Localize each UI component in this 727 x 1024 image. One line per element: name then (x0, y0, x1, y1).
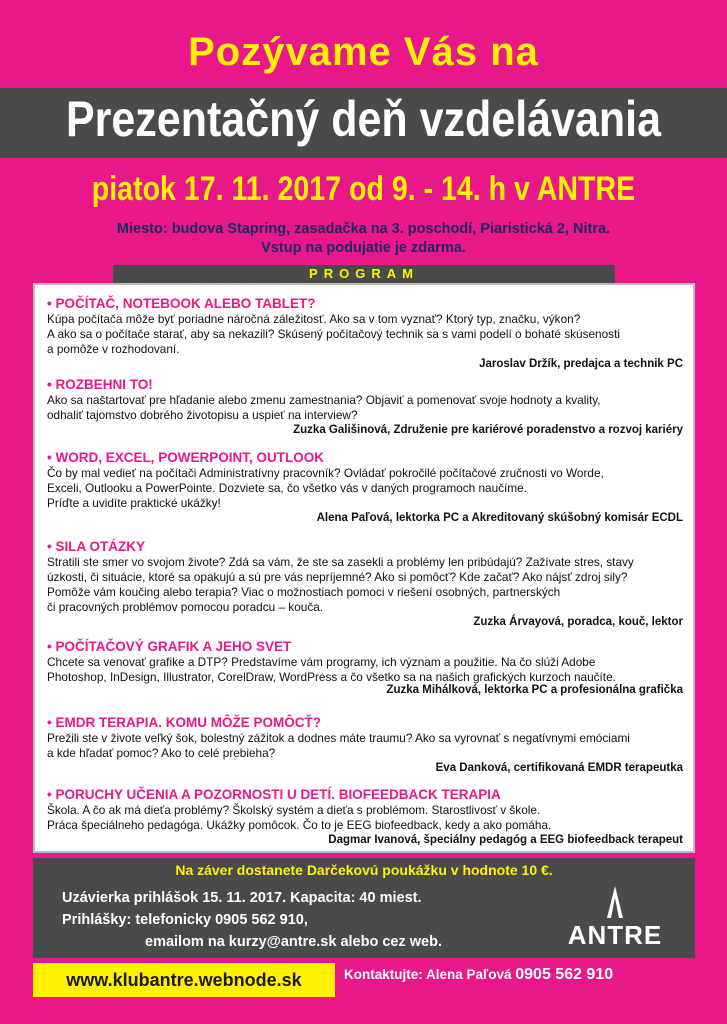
gift-voucher-note: Na záver dostanete Darčekovú poukážku v hodnote 10 €. (175, 862, 553, 878)
event-date: piatok 17. 11. 2017 od 9. - 14. h v ANTRE (91, 170, 636, 208)
program-item-title: • POČÍTAČ, NOTEBOOK ALEBO TABLET? (47, 296, 316, 311)
program-item-speaker: Eva Danková, certifikovaná EMDR terapeutka (435, 762, 683, 774)
event-title: Prezentačný deň vzdelávania (65, 91, 662, 147)
program-item-speaker: Zuzka Gališinová, Združenie pre kariérové poradenstvo a rozvoj kariéry (293, 424, 683, 436)
program-label: PROGRAM (113, 265, 615, 283)
program-item-title: • EMDR TERAPIA. KOMU MÔŽE POMÔCŤ? (47, 715, 321, 730)
program-item-text: Chcete sa venovať grafike a DTP? Predstavíme vám programy, ich význam a použitie. Na čo slúži Adobe (47, 655, 596, 669)
contact-phone: 0905 562 910 (515, 966, 614, 983)
contact-label: Kontaktujte: Alena Paľová (344, 967, 516, 982)
program-item-text: či pracovných problémov pomocou poradcu – kouča. (47, 600, 324, 614)
program-item-title: • ROZBEHNI TO! (47, 377, 153, 392)
program-item (47, 715, 683, 776)
deadline-capacity: Uzávierka prihlášok 15. 11. 2017. Kapacita: 40 miest. (62, 890, 422, 906)
venue-line: Miesto: budova Stapring, zasadačka na 3. poschodí, Piaristická 2, Nitra. (116, 221, 611, 237)
program-item-text: Ako sa naštartovať pre hľadanie alebo zmenu zamestnania? Objaviť a pomenovať svoje hodnoty a kvality, (47, 393, 601, 407)
program-item-text: Prežili ste v živote veľký šok, bolestný zážitok a dodnes máte traumu? Ako sa vyrovnať s negatívnymi emóciami (47, 731, 630, 745)
program-item-text: a pomôže v rozhodovaní. (47, 342, 180, 356)
program-item-text: A ako sa o počítače starať, aby sa nekazili? Skúsený počítačový technik sa s vami podelí o bohaté skúsenosti (47, 327, 620, 341)
website-link[interactable]: www.klubantre.webnode.sk (33, 963, 335, 997)
program-item (47, 450, 683, 526)
program-item-text: úzkosti, či situácie, ktoré sa opakujú a sú pre vás nepríjemné? Ako si pomôcť? Kde začať? Ako nájsť zdroj sily? (47, 570, 628, 584)
program-item-text: Čo by mal vedieť na počítači Administratívny pracovník? Ovládať pokročilé počítačové zručnosti vo Worde, (47, 466, 604, 480)
program-item-title: • SILA OTÁZKY (47, 539, 145, 554)
antre-logo-text: ANTRE (567, 920, 663, 950)
program-item (47, 639, 683, 698)
invite-heading: Pozývame Vás na (188, 30, 539, 74)
program-item (47, 377, 683, 438)
program-item-speaker: Jaroslav Držík, predajca a technik PC (479, 358, 683, 370)
program-item (47, 787, 683, 848)
program-item-text: Stratili ste smer vo svojom živote? Zdá sa vám, že ste sa zasekli a problémy len pribúdajú? Zažívate stres, stavy (47, 555, 634, 569)
program-item-text: Photoshop, InDesign, Illustrator, CorelDraw, WordPress a čo všetko sa na našich grafických kurzoch naučíte. (47, 670, 616, 684)
program-item-text: Príďte a uvidíte praktické ukážky! (47, 496, 221, 510)
admission-line: Vstup na podujatie je zdarma. (261, 240, 466, 256)
program-item (47, 296, 683, 372)
program-item-text: Kúpa počítača môže byť poriadne náročná záležitosť. Ako sa v tom vyznať? Ktorý typ, značku, výkon? (47, 312, 581, 326)
program-item-speaker: Zuzka Árvayová, poradca, kouč, lektor (473, 616, 683, 628)
signup-email: emailom na kurzy@antre.sk alebo cez web. (145, 934, 443, 950)
program-item-text: Škola. A čo ak má dieťa problémy? Školský systém a dieťa s problémom. Starostlivosť v škole. (47, 803, 541, 817)
antre-logo (560, 882, 670, 952)
program-item-speaker: Zuzka Mihálková, lektorka PC a profesionálna grafička (386, 684, 683, 696)
program-item-title: • PORUCHY UČENIA A POZORNOSTI U DETÍ. BIOFEEDBACK TERAPIA (47, 787, 501, 802)
program-item-text: Pomôže vám koučing alebo terapia? Viac o možnostiach pomoci v riešení osobných, partnerských (47, 585, 561, 599)
program-item-speaker: Alena Paľová, lektorka PC a Akreditovaný skúšobný komisár ECDL (316, 512, 683, 524)
signup-phone: Prihlášky: telefonicky 0905 562 910, (62, 912, 308, 928)
program-item-text: Práca špeciálneho pedagóga. Ukážky pomôcok. Čo to je EEG biofeedback, kedy a ako pomáha. (47, 818, 552, 832)
program-item-speaker: Dagmar Ivanová, špeciálny pedagóg a EEG biofeedback terapeut (328, 834, 683, 846)
program-item-text: a kde hľadať pomoc? Ako to celé prebieha? (47, 746, 276, 760)
program-item-title: • POČÍTAČOVÝ GRAFIK A JEHO SVET (47, 639, 292, 654)
program-box (33, 283, 695, 853)
program-item-title: • WORD, EXCEL, POWERPOINT, OUTLOOK (47, 450, 324, 465)
program-item-text: odhaliť tajomstvo dobrého životopisu a uspieť na interview? (47, 408, 358, 422)
contact-line (344, 966, 613, 984)
antre-logo-icon (560, 882, 670, 922)
program-item (47, 539, 683, 630)
program-item-text: Exceli, Outlooku a PowerPointe. Dozviete sa, čo všetko vás v daných programoch naučíme. (47, 481, 527, 495)
